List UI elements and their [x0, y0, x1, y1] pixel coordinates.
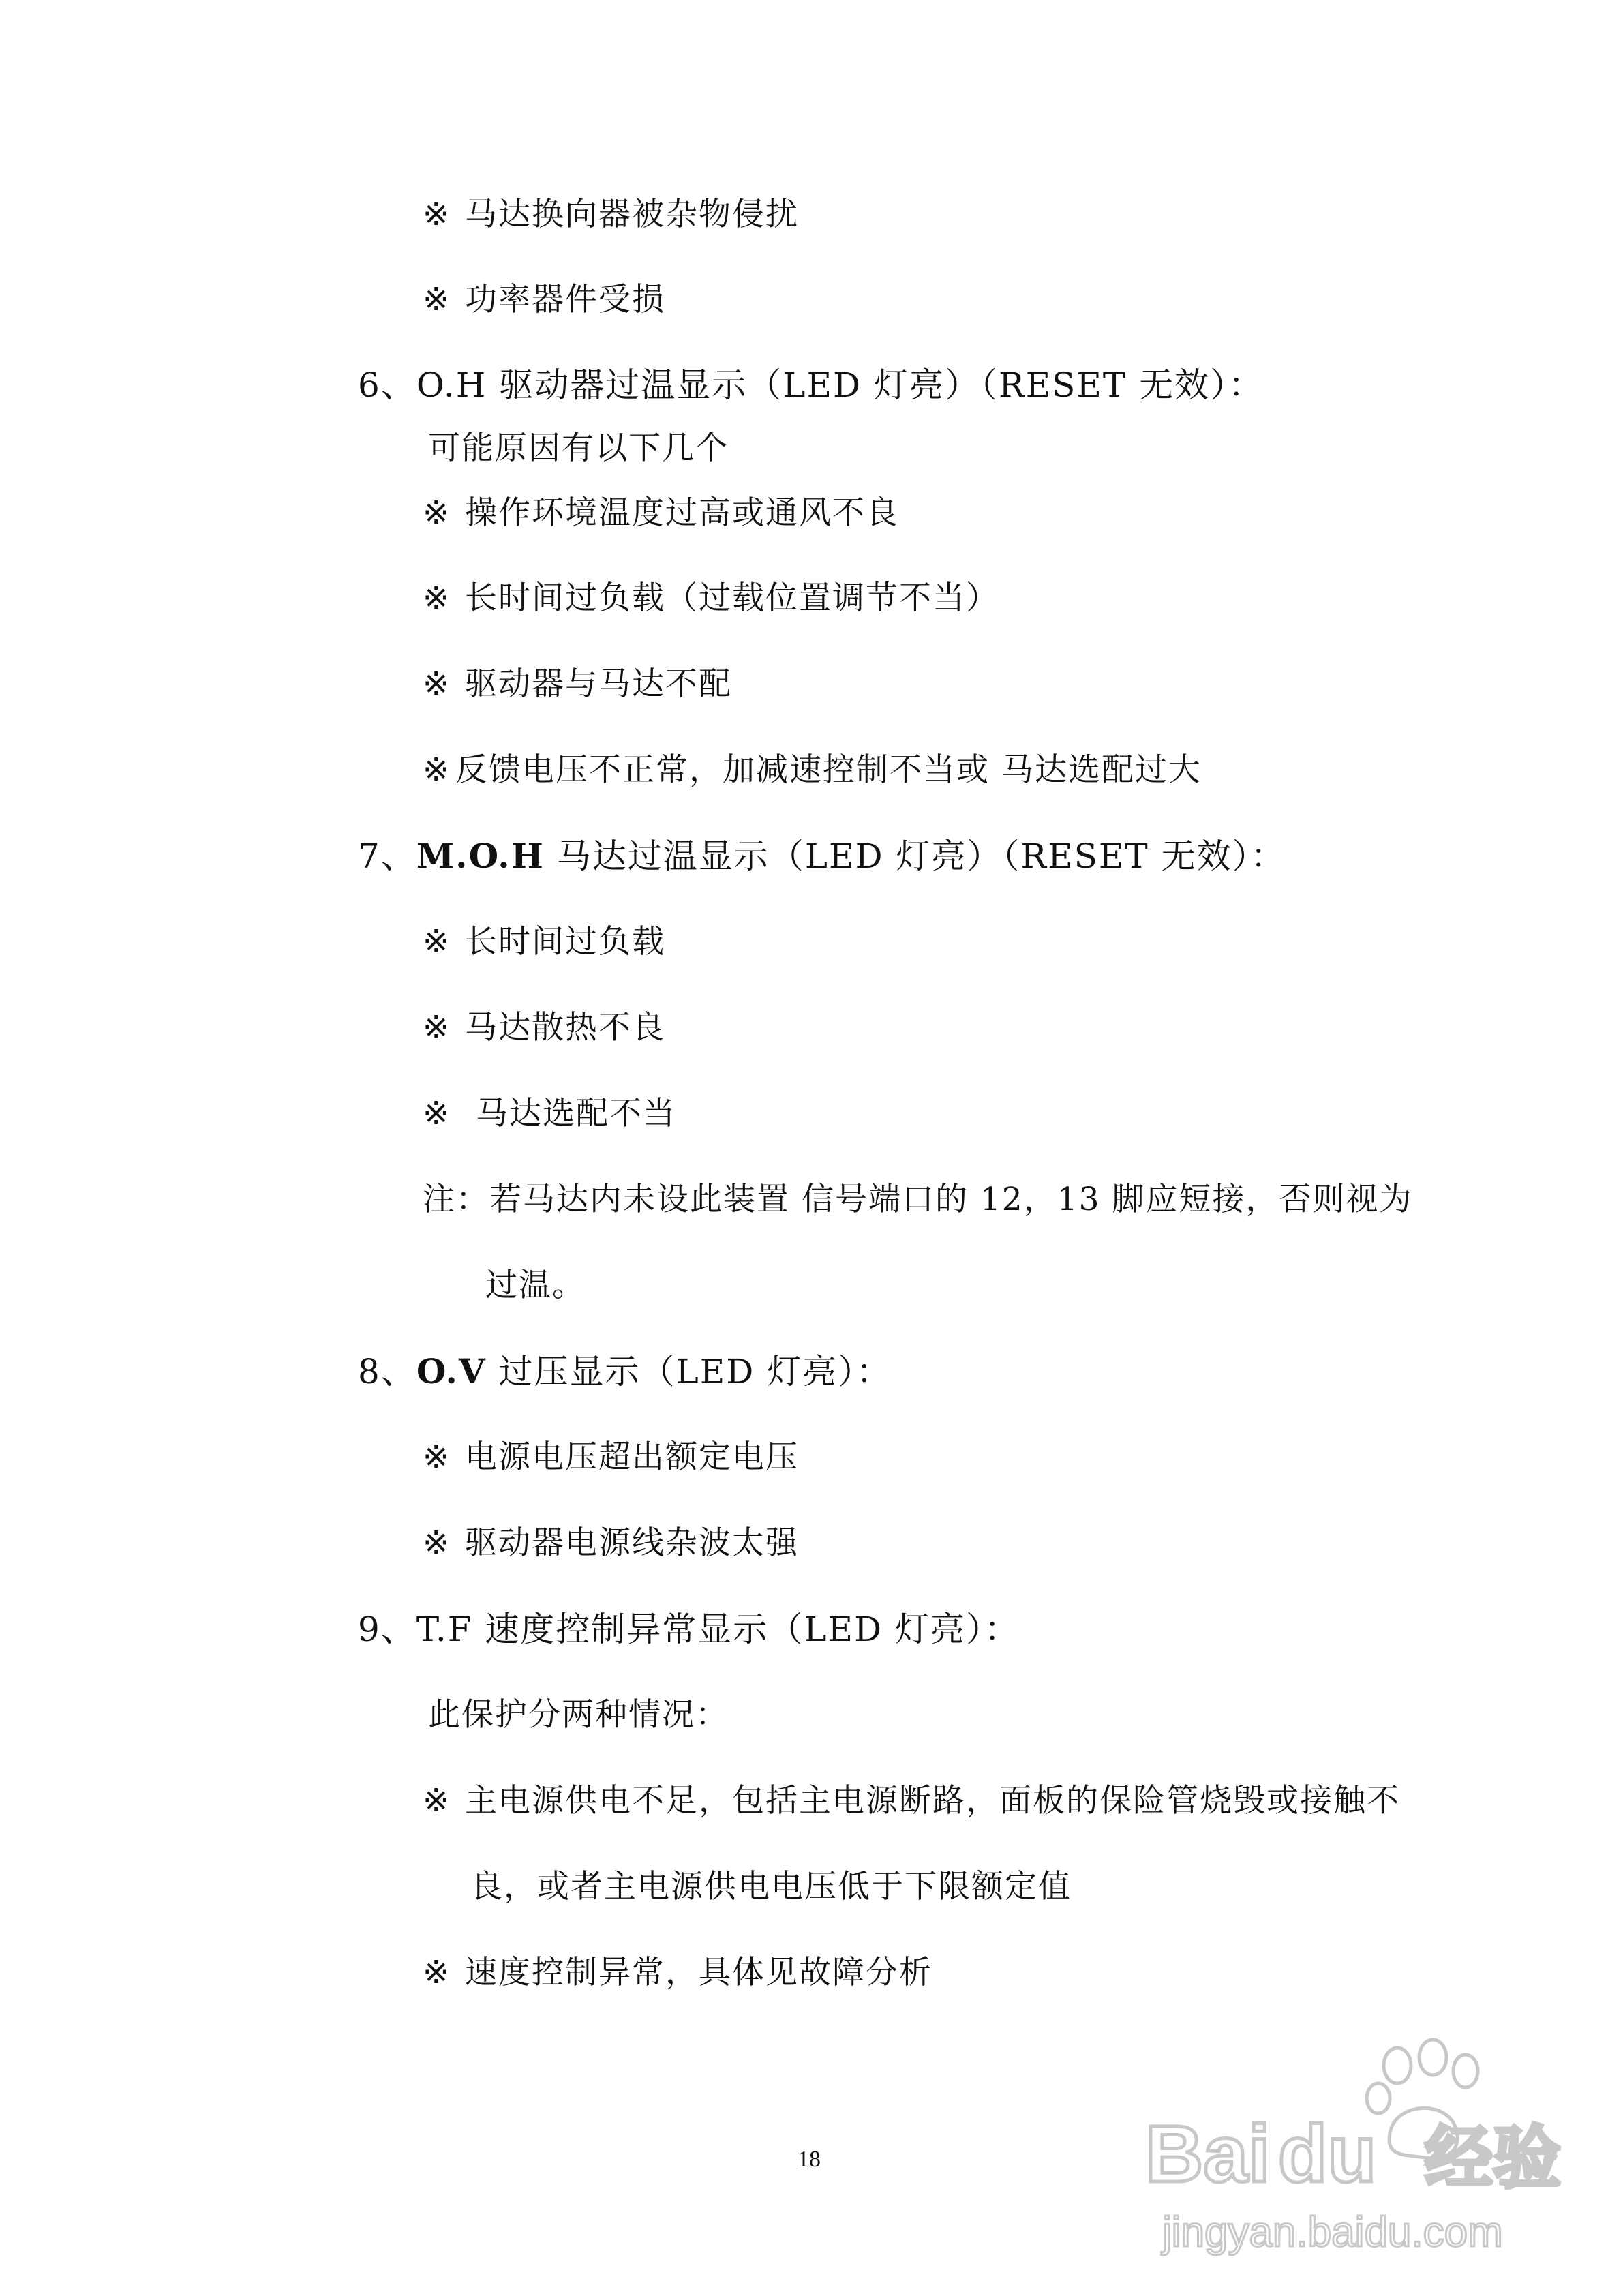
line-text: 过温。 [485, 1267, 586, 1304]
reference-mark: ※ [423, 751, 451, 789]
text-line [423, 1781, 1400, 1822]
page-number: 18 [798, 2147, 821, 2172]
reference-mark: ※ [423, 1095, 451, 1132]
text-line [423, 1523, 799, 1564]
reference-mark: ※ [423, 1782, 451, 1819]
reference-mark: ※ [423, 1524, 451, 1562]
text-line [423, 493, 899, 534]
line-text: 功率器件受损 [465, 281, 665, 318]
text-line [428, 428, 729, 469]
line-text: 速度控制异常，具体见故障分析 [465, 1954, 932, 1991]
reference-mark: ※ [423, 923, 451, 961]
section-label: O.H [416, 365, 487, 405]
reference-mark: ※ [423, 281, 451, 318]
section-heading [358, 836, 1286, 877]
section-title: 马达过温显示（LED 灯亮）（RESET 无效）： [556, 836, 1286, 876]
text-line [423, 1093, 676, 1134]
reference-mark: ※ [423, 494, 451, 532]
line-text: 长时间过负载（过载位置调节不当） [465, 579, 999, 617]
reference-mark: ※ [423, 665, 451, 703]
section-title: 驱动器过温显示（LED 灯亮）（RESET 无效）： [499, 365, 1264, 405]
section-number: 7、 [358, 836, 416, 876]
line-text: 马达散热不良 [465, 1009, 665, 1046]
section-title: 速度控制异常显示（LED 灯亮）： [485, 1610, 1020, 1649]
text-line [428, 1695, 729, 1736]
line-text: 操作环境温度过高或通风不良 [465, 494, 899, 532]
line-text: 长时间过负载 [465, 923, 665, 961]
text-line [423, 578, 999, 619]
line-text: 电源电压超出额定电压 [465, 1438, 799, 1476]
line-text: 此保护分两种情况： [428, 1696, 729, 1734]
line-text: 马达换向器被杂物侵扰 [465, 196, 799, 233]
text-line [423, 1952, 932, 1993]
reference-mark: ※ [423, 579, 451, 617]
text-line [423, 280, 665, 320]
text-line [423, 664, 732, 705]
baidu-jingyan-watermark [1125, 2018, 1575, 2263]
section-label: M.O.H [416, 836, 545, 876]
text-line [423, 194, 799, 235]
reference-mark: ※ [423, 1954, 451, 1991]
watermark-url: jingyan.baidu.com [1162, 2209, 1503, 2256]
text-line [423, 1437, 799, 1478]
watermark-graphic [1125, 2018, 1575, 2263]
reference-mark: ※ [423, 196, 451, 233]
section-title: 过压显示（LED 灯亮）： [498, 1352, 892, 1391]
line-text: 反馈电压不正常，加减速控制不当或 马达选配过大 [455, 751, 1202, 789]
section-heading [358, 1351, 892, 1392]
line-text: 主电源供电不足，包括主电源断路，面板的保险管烧毁或接触不 [465, 1782, 1400, 1819]
text-line [423, 922, 665, 963]
section-heading [358, 365, 1264, 406]
text-line [423, 1008, 665, 1048]
line-text: 可能原因有以下几个 [428, 429, 729, 467]
section-number: 8、 [358, 1352, 416, 1391]
note-line [485, 1265, 586, 1306]
watermark-cn: 经验 [1425, 2118, 1561, 2198]
text-line [423, 750, 1202, 791]
reference-mark: ※ [423, 1009, 451, 1046]
text-line [470, 1867, 1072, 1907]
section-label: T.F [416, 1610, 473, 1649]
line-text: 良，或者主电源供电电压低于下限额定值 [470, 1868, 1072, 1905]
line-text: 注：若马达内未设此装置 信号端口的 12，13 脚应短接，否则视为 [423, 1181, 1413, 1218]
section-number: 9、 [358, 1610, 416, 1649]
line-text: 驱动器与马达不配 [465, 665, 732, 703]
section-number: 6、 [358, 365, 416, 405]
section-heading [358, 1609, 1020, 1650]
note-line [423, 1179, 1412, 1220]
watermark-brand: Bai [1145, 2109, 1271, 2199]
line-text: 马达选配不当 [476, 1095, 676, 1132]
line-text: 驱动器电源线杂波太强 [465, 1524, 799, 1562]
watermark-brand-2: du [1278, 2109, 1377, 2199]
reference-mark: ※ [423, 1438, 451, 1476]
section-label: O.V [416, 1351, 487, 1391]
